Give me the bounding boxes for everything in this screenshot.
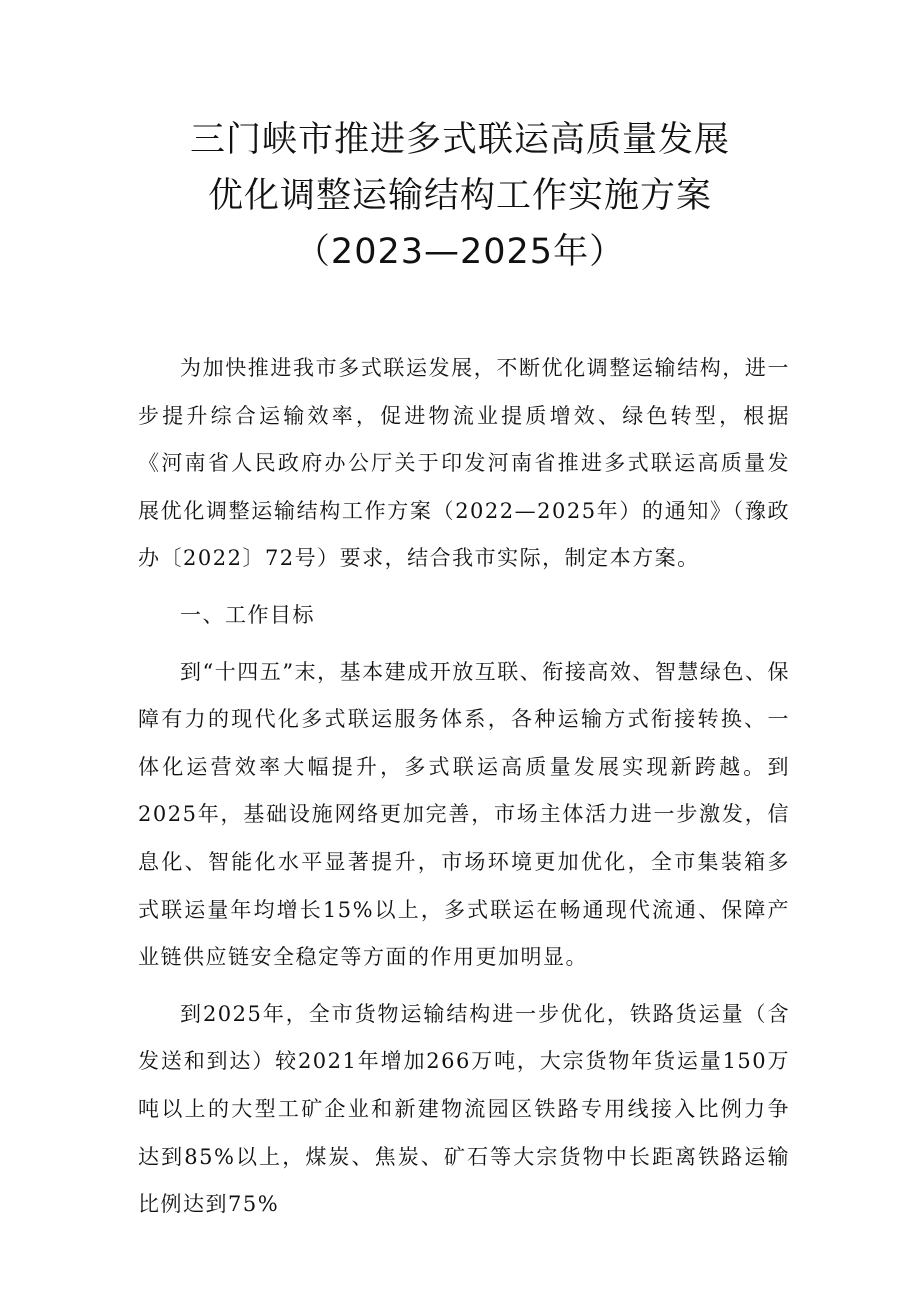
title-line-3: （2023—2025年） [294, 232, 626, 272]
goals-paragraph-2: 到2025年，全市货物运输结构进一步优化，铁路货运量（含发送和到达）较2021年增加266万吨，大宗货物年货运量150万吨以上的大型工矿企业和新建物流园区铁路专用线接入比例力争达到85%以上，煤炭、焦炭、矿石等大宗货物中长距离铁路运输比例达到75% [138, 1001, 790, 1217]
goals-paragraph-1: 到“十四五”末，基本建成开放互联、衔接高效、智慧绿色、保障有力的现代化多式联运服务体系，各种运输方式衔接转换、一体化运营效率大幅提升，多式联运高质量发展实现新跨越。到2025年，基础设施网络更加完善，市场主体活力进一步激发，信息化、智能化水平显著提升，市场环境更加优化，全市集装箱多式联运量年均增长15%以上，多式联运在畅通现代流通、保障产业链供应链安全稳定等方面的作用更加明显。 [138, 659, 790, 970]
title-line-1: 三门峡市推进多式联运高质量发展 [189, 120, 730, 160]
document-title [0, 112, 920, 280]
title-line-2: 优化调整运输结构工作实施方案 [207, 176, 712, 216]
document-body [138, 345, 790, 1229]
intro-paragraph: 为加快推进我市多式联运发展，不断优化调整运输结构，进一步提升综合运输效率，促进物流业提质增效、绿色转型，根据《河南省人民政府办公厅关于印发河南省推进多式联运高质量发展优化调整运输结构工作方案（2022—2025年）的通知》（豫政办〔2022〕72号）要求，结合我市实际，制定本方案。 [138, 356, 790, 571]
section-heading-goals: 一、工作目标 [180, 602, 315, 627]
